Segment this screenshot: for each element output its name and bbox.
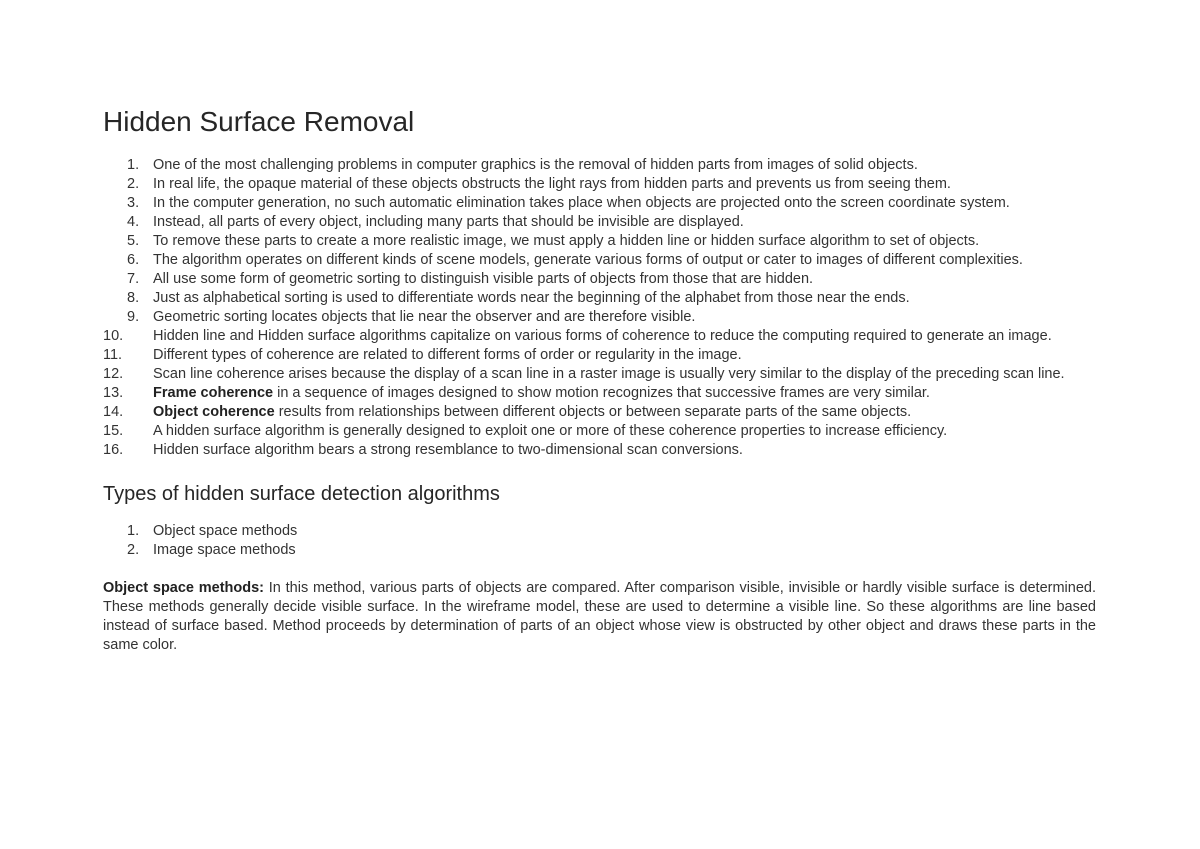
list-item [103, 365, 1096, 384]
list-number: 5. [127, 233, 140, 249]
list-number: 11. [103, 347, 123, 363]
list-item [103, 270, 1096, 289]
list-item [103, 522, 1096, 541]
list-item [103, 289, 1096, 308]
list-number: 3. [127, 195, 140, 211]
list-item [103, 308, 1096, 327]
list-text: To remove these parts to create a more realistic image, we must apply a hidden line or hidden surface algorithm to set of objects. [153, 233, 980, 249]
list-item [103, 422, 1096, 441]
page-title: Hidden Surface Removal [103, 106, 415, 137]
list-number: 15. [103, 423, 124, 439]
list-text: One of the most challenging problems in computer graphics is the removal of hidden parts from images of solid objects. [153, 157, 918, 173]
list-item [103, 213, 1096, 232]
bold-term: Frame coherence [153, 385, 274, 401]
types-list [103, 522, 1096, 560]
list-text: In the computer generation, no such automatic elimination takes place when objects are projected onto the screen coordinate system. [153, 195, 1010, 211]
list-item [103, 232, 1096, 251]
list-text: Scan line coherence arises because the display of a scan line in a raster image is usually very similar to the display of the preceding scan line. [153, 366, 1065, 382]
list-text: Different types of coherence are related to different forms of order or regularity in the image. [153, 347, 742, 363]
list-number: 12. [103, 366, 124, 382]
list-item [103, 175, 1096, 194]
list-text: All use some form of geometric sorting to distinguish visible parts of objects from those that are hidden. [153, 271, 814, 287]
list-text: Instead, all parts of every object, including many parts that should be invisible are displayed. [153, 214, 744, 230]
list-text: A hidden surface algorithm is generally designed to exploit one or more of these coherence properties to increase efficiency. [153, 423, 948, 439]
list-number: 14. [103, 404, 124, 420]
list-text: Geometric sorting locates objects that lie near the observer and are therefore visible. [153, 309, 696, 325]
list-item [103, 327, 1096, 346]
bold-term: Object space methods: [103, 580, 265, 596]
list-number: 6. [127, 252, 140, 268]
list-item [103, 541, 1096, 560]
section-heading: Types of hidden surface detection algorithms [103, 483, 500, 505]
list-item [103, 384, 1096, 403]
list-number: 4. [127, 214, 140, 230]
list-number: 2. [127, 542, 140, 558]
list-text: Hidden surface algorithm bears a strong resemblance to two-dimensional scan conversions. [153, 442, 743, 458]
list-item [103, 441, 1096, 460]
list-number: 16. [103, 442, 124, 458]
list-item [103, 346, 1096, 365]
list-text: Object space methods [153, 523, 298, 539]
list-number: 13. [103, 385, 124, 401]
list-number: 2. [127, 176, 140, 192]
object-space-paragraph [103, 579, 1096, 655]
list-number: 1. [127, 157, 140, 173]
points-list [103, 156, 1096, 460]
list-item [103, 156, 1096, 175]
list-text: In real life, the opaque material of these objects obstructs the light rays from hidden parts and prevents us from seeing them. [153, 176, 951, 192]
list-number: 1. [127, 523, 140, 539]
list-text: Just as alphabetical sorting is used to differentiate words near the beginning of the alphabet from those near the ends. [153, 290, 910, 306]
bold-term: Object coherence [153, 404, 275, 420]
list-number: 7. [127, 271, 140, 287]
list-text: results from relationships between different objects or between separate parts of the same objects. [274, 404, 912, 420]
list-item [103, 251, 1096, 270]
list-number: 10. [103, 328, 124, 344]
list-number: 9. [127, 309, 140, 325]
list-text: The algorithm operates on different kinds of scene models, generate various forms of output or cater to images of different complexities. [153, 252, 1023, 268]
list-text: Image space methods [153, 542, 296, 558]
list-number: 8. [127, 290, 140, 306]
list-item [103, 194, 1096, 213]
list-text: Hidden line and Hidden surface algorithms capitalize on various forms of coherence to reduce the computing required to generate an image. [153, 328, 1052, 344]
paragraph-text: In this method, various parts of objects are compared. After comparison visible, invisible or hardly visible surface is determined. These methods generally decide visible surface. In the wireframe model, these are used to determine a visible line. So these algorithms are line based instead of surface based. Method proceeds by determination of parts of an object whose view is obstructed by other object and draws these parts in the same color. [103, 580, 1096, 653]
list-text: in a sequence of images designed to show motion recognizes that successive frames are very similar. [273, 385, 930, 401]
document-page [103, 104, 1096, 655]
list-item [103, 403, 1096, 422]
